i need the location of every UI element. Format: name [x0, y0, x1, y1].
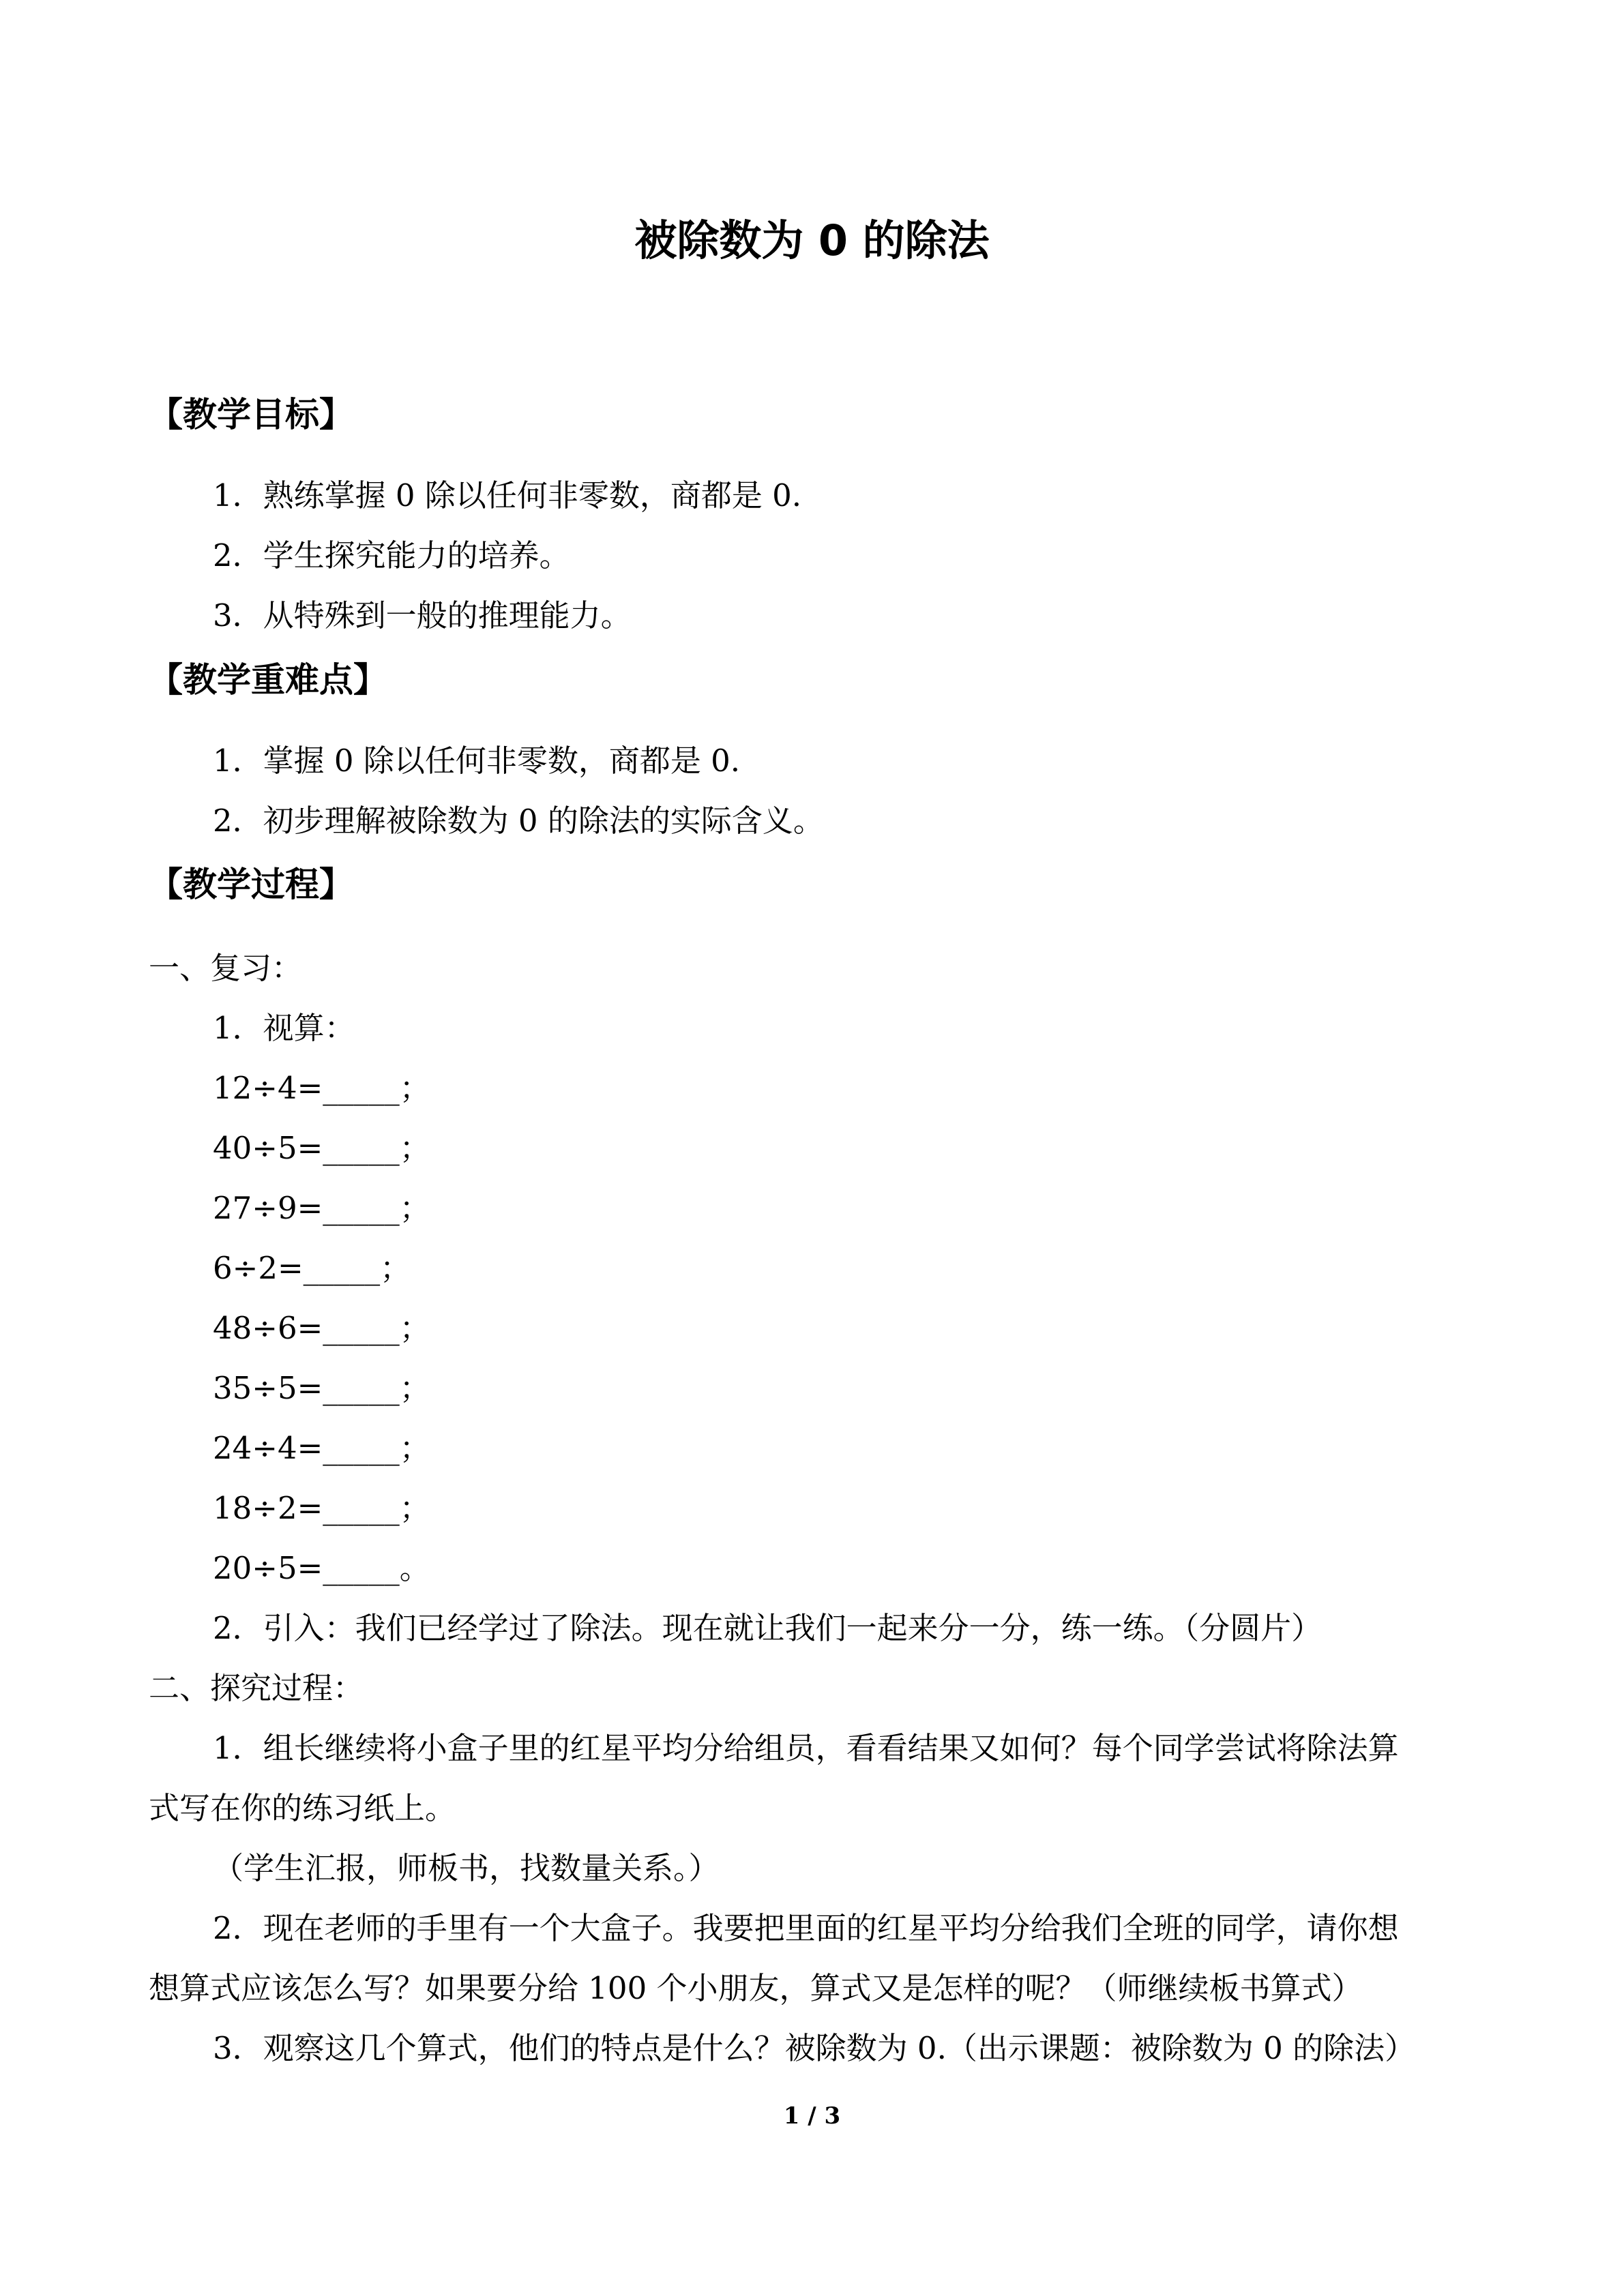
exercise-line: 12÷4=_____； [213, 1070, 430, 1106]
explore-title: 二、探究过程： [149, 1670, 364, 1706]
explore-item-continued: 想算式应该怎么写？如果要分给 100 个小朋友，算式又是怎样的呢？（师继续板书算式） [149, 1970, 1363, 2006]
explore-item-continued: 式写在你的练习纸上。 [149, 1790, 456, 1826]
section-heading-key-points: 【教学重难点】 [149, 660, 387, 700]
goal-item: 2．学生探究能力的培养。 [213, 537, 570, 573]
explore-item: 1．组长继续将小盒子里的红星平均分给组员，看看结果又如何？每个同学尝试将除法算 [213, 1730, 1399, 1766]
exercise-line: 27÷9=_____； [213, 1190, 430, 1226]
goal-item: 3．从特殊到一般的推理能力。 [213, 597, 632, 633]
page-number: 1 / 3 [783, 2102, 841, 2130]
page-title: 被除数为 0 的除法 [634, 215, 990, 265]
key-point-item: 2．初步理解被除数为 0 的除法的实际含义。 [213, 803, 824, 839]
exercise-line: 48÷6=_____； [213, 1310, 430, 1346]
exercise-line: 6÷2=_____； [213, 1250, 411, 1286]
goal-item: 1．熟练掌握 0 除以任何非零数，商都是 0. [213, 477, 802, 513]
exercise-line: 24÷4=_____； [213, 1430, 430, 1466]
explore-item: 2．现在老师的手里有一个大盒子。我要把里面的红星平均分给我们全班的同学，请你想 [213, 1910, 1399, 1946]
explore-note: （学生汇报，师板书，找数量关系。） [213, 1850, 720, 1886]
exercise-line: 35÷5=_____； [213, 1370, 430, 1406]
review-title: 一、复习： [149, 950, 303, 986]
exercise-line: 18÷2=_____； [213, 1490, 430, 1526]
explore-item: 3．观察这几个算式，他们的特点是什么？被除数为 0.（出示课题：被除数为 0 的除法） [213, 2030, 1416, 2066]
exercise-line: 40÷5=_____； [213, 1130, 430, 1166]
section-heading-goals: 【教学目标】 [149, 395, 353, 434]
section-heading-process: 【教学过程】 [149, 865, 353, 904]
exercise-line: 20÷5=_____。 [213, 1550, 430, 1586]
review-item: 1．视算： [213, 1010, 355, 1046]
review-item: 2．引入：我们已经学过了除法。现在就让我们一起来分一分，练一练。（分圆片） [213, 1610, 1323, 1646]
key-point-item: 1．掌握 0 除以任何非零数，商都是 0. [213, 743, 741, 779]
